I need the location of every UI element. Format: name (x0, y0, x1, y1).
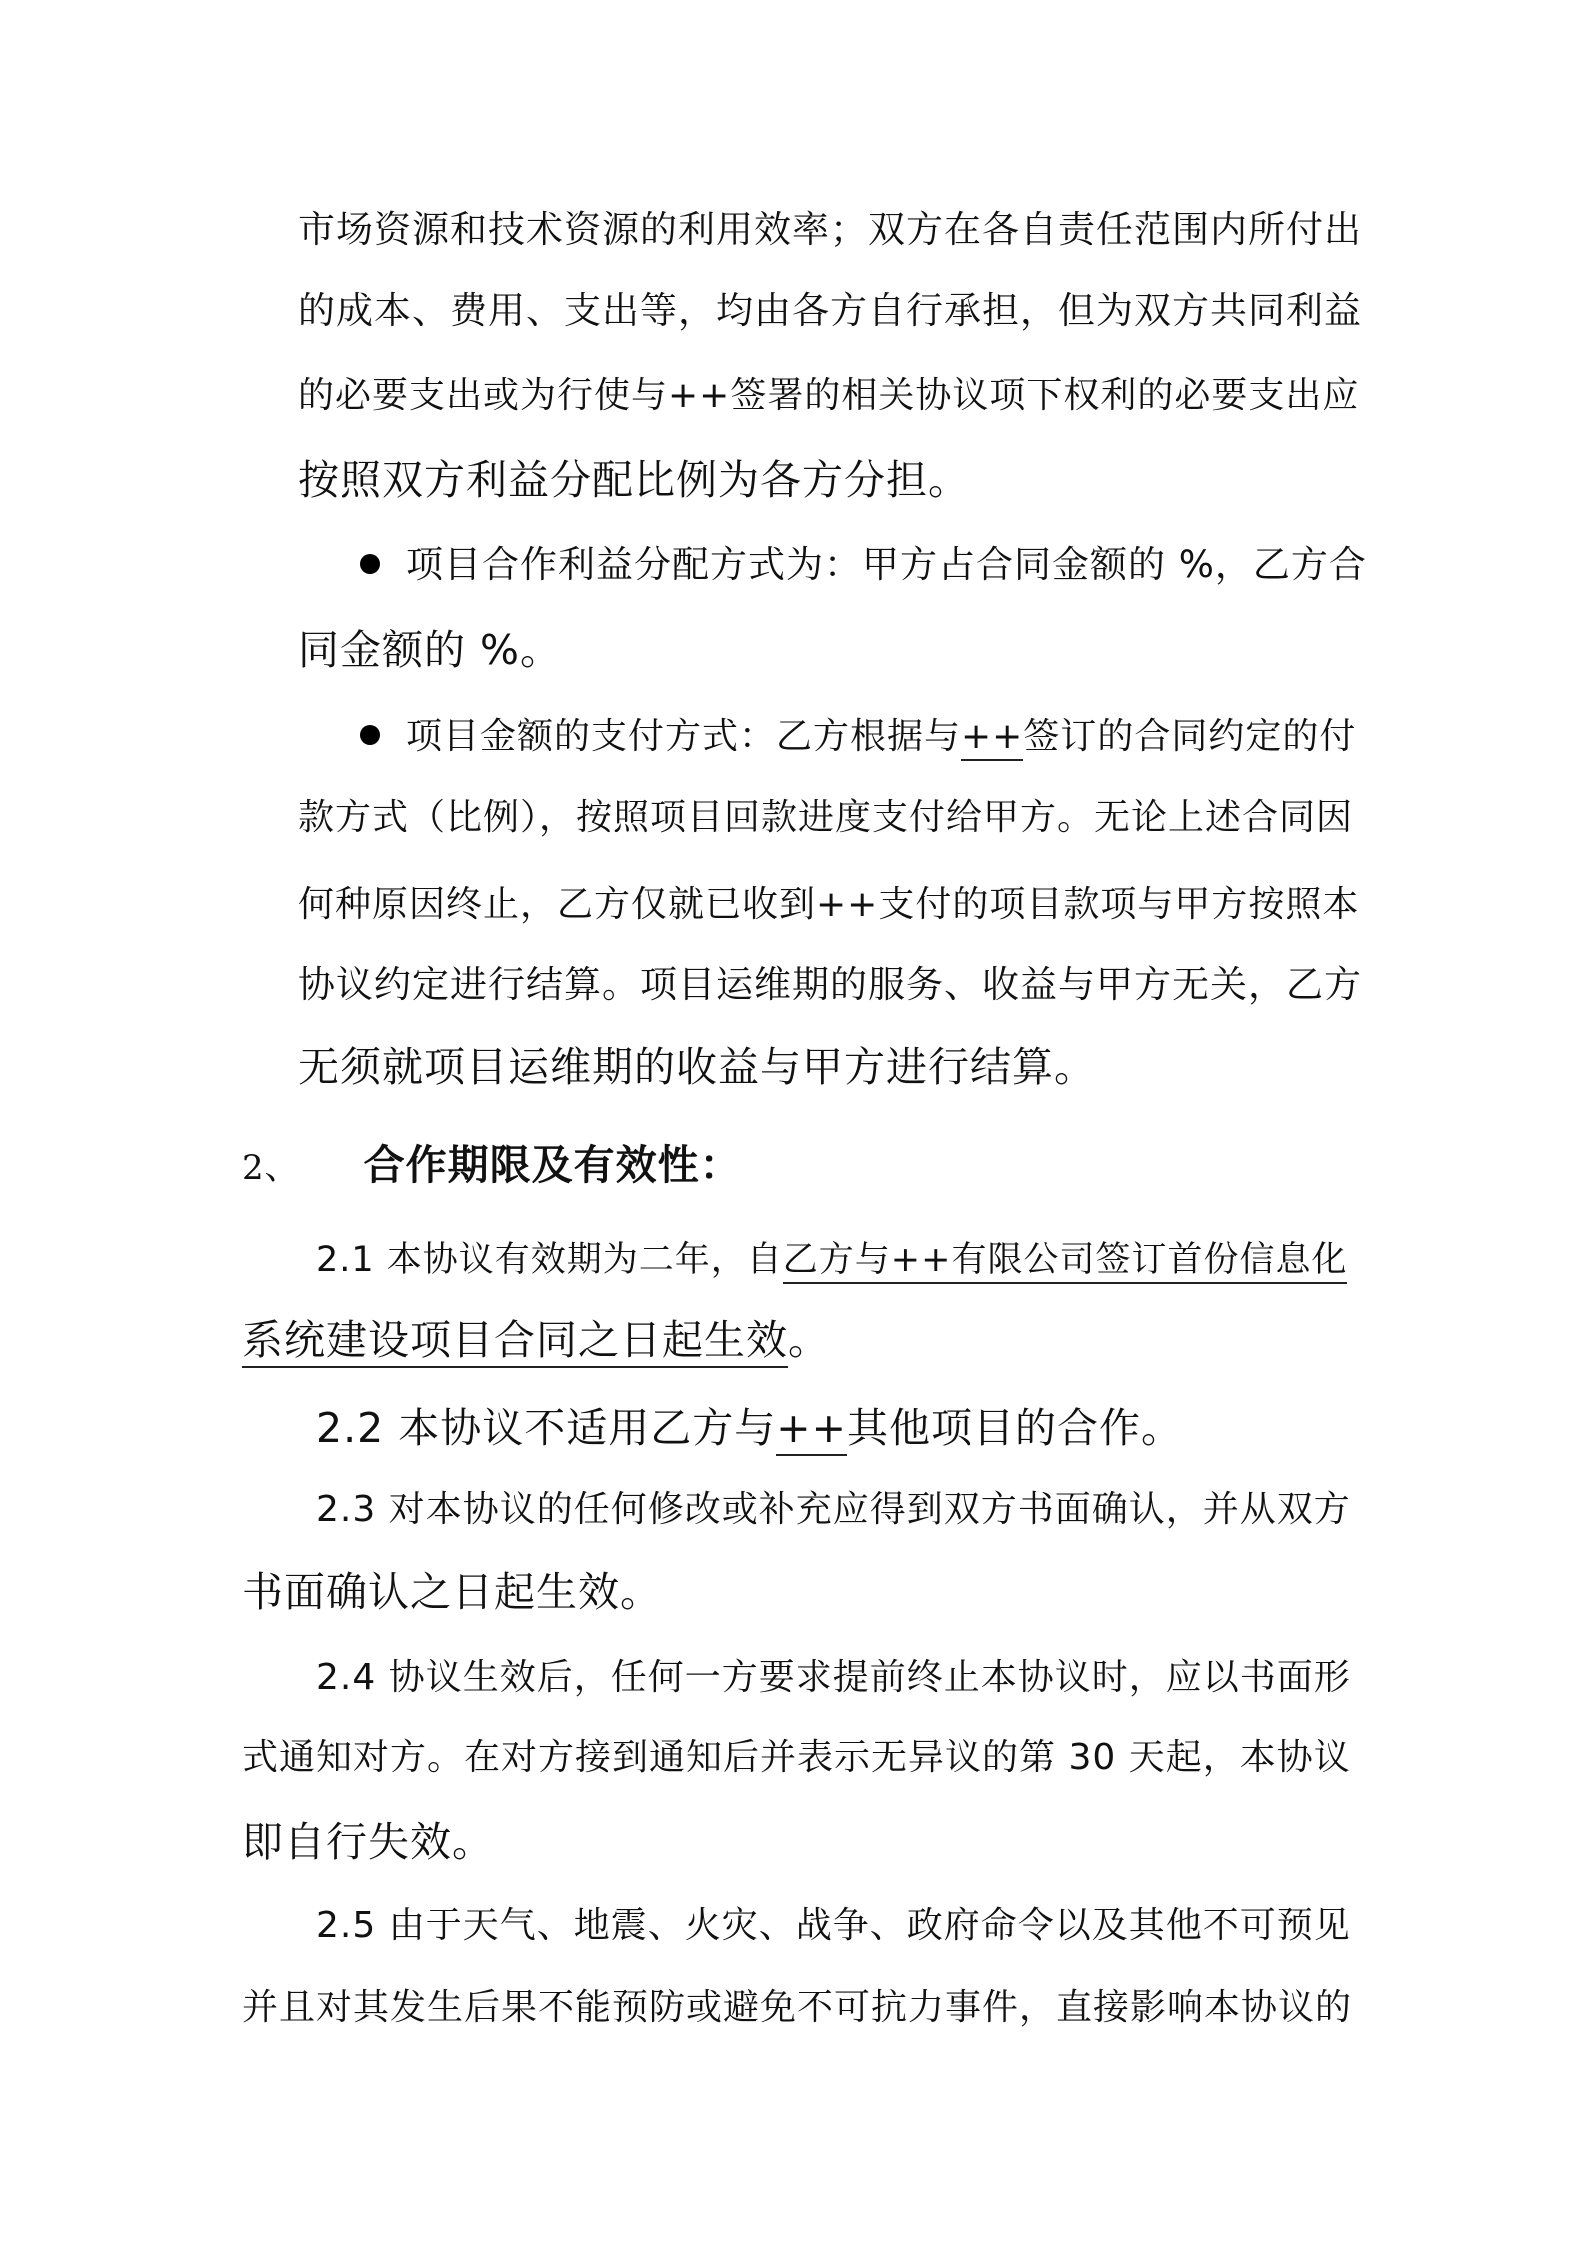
clause-2-4-line: 2.4 协议生效后，任何一方要求提前终止本协议时，应以书面形 (316, 1657, 1351, 1698)
paragraph-line: 款方式（比例），按照项目回款进度支付给甲方。无论上述合同因 (298, 797, 1354, 838)
paragraph-line: 何种原因终止，乙方仅就已收到++支付的项目款项与甲方按照本 (298, 884, 1360, 925)
clause-2-4-line: 式通知对方。在对方接到通知后并表示无异议的第 30 天起，本协议 (242, 1737, 1351, 1778)
clause-2-5-line: 2.5 由于天气、地震、火灾、战争、政府命令以及其他不可预见 (316, 1905, 1351, 1946)
paragraph-line: 同金额的 %。 (298, 626, 562, 674)
underlined-text: ++ (776, 1404, 847, 1456)
underlined-text: ++ (961, 716, 1023, 761)
clause-2-3-line: 书面确认之日起生效。 (242, 1568, 662, 1616)
clause-2-3-line: 2.3 对本协议的任何修改或补充应得到双方书面确认，并从双方 (316, 1489, 1351, 1530)
paragraph-line: 的必要支出或为行使与++签署的相关协议项下权利的必要支出应 (298, 375, 1360, 416)
underlined-text: 乙方与++有限公司签订首份信息化 (783, 1240, 1348, 1284)
paragraph-line: 按照双方利益分配比例为各方分担。 (298, 456, 970, 504)
bullet-item: 项目合作利益分配方式为：甲方占合同金额的 %，乙方合 (360, 535, 1367, 595)
paragraph-line: 无须就项目运维期的收益与甲方进行结算。 (298, 1043, 1096, 1091)
bullet-item: 项目金额的支付方式：乙方根据与++签订的合同约定的付 (360, 707, 1356, 767)
paragraph-line: 的成本、费用、支出等，均由各方自行承担，但为双方共同利益 (298, 289, 1362, 332)
section-title: 合作期限及有效性： (363, 1141, 742, 1189)
bullet-icon (360, 725, 380, 745)
bullet-icon (360, 554, 380, 574)
section-heading (242, 1135, 742, 1195)
paragraph-line: 协议约定进行结算。项目运维期的服务、收益与甲方无关，乙方 (298, 963, 1362, 1006)
underlined-text: 系统建设项目合同之日起生效 (242, 1316, 788, 1368)
clause-2-2: 2.2 本协议不适用乙方与++其他项目的合作。 (316, 1398, 1183, 1458)
clause-2-1-line-2: 系统建设项目合同之日起生效。 (242, 1310, 830, 1370)
clause-2-1-line-1: 2.1 本协议有效期为二年，自乙方与++有限公司签订首份信息化 (316, 1230, 1347, 1290)
section-number: 2、 (242, 1148, 300, 1188)
paragraph-line: 市场资源和技术资源的利用效率；双方在各自责任范围内所付出 (298, 208, 1362, 251)
clause-2-4-line: 即自行失效。 (242, 1818, 494, 1866)
clause-2-5-line: 并且对其发生后果不能预防或避免不可抗力事件，直接影响本协议的 (242, 1987, 1353, 2028)
